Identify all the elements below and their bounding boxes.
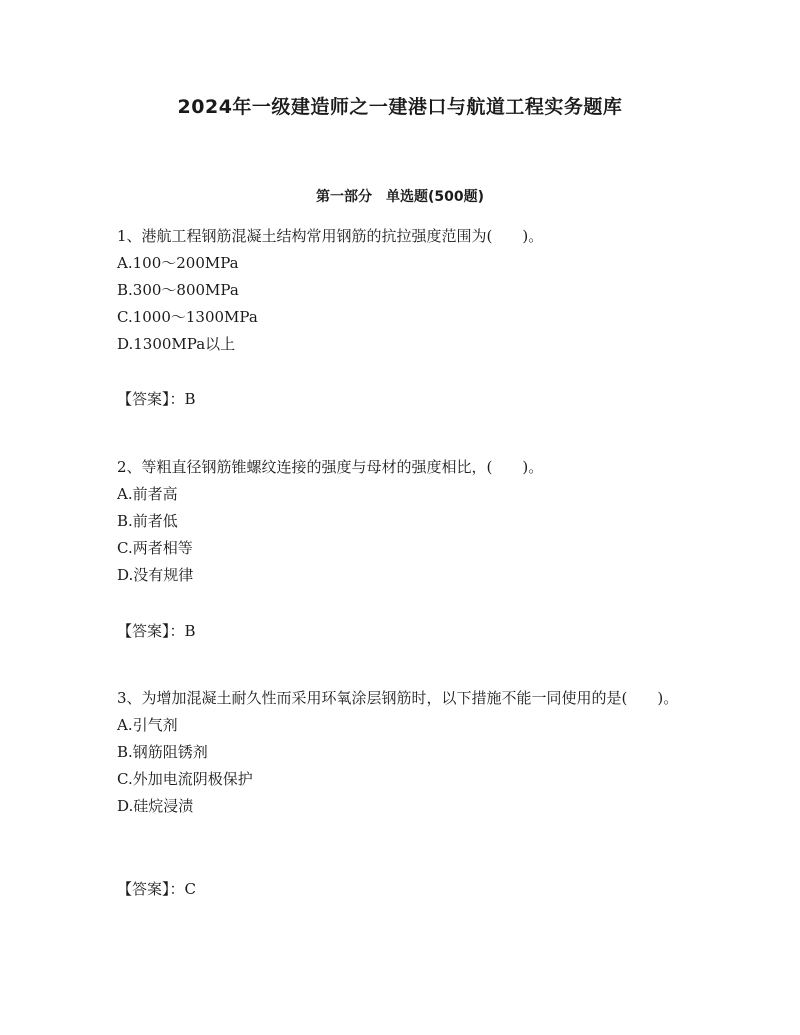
answer-2 <box>117 618 196 645</box>
option-d: D.没有规律 <box>117 566 194 584</box>
option-b: B.钢筋阻锈剂 <box>117 743 208 761</box>
option-a: A.100～200MPa <box>117 254 239 272</box>
option-d: D.硅烷浸渍 <box>117 797 194 815</box>
question-stem: 2、等粗直径钢筋锥螺纹连接的强度与母材的强度相比，( )。 <box>117 458 544 476</box>
option-b: B.300～800MPa <box>117 281 239 299</box>
option-c: C.外加电流阴极保护 <box>117 770 253 788</box>
section-title: 第一部分 单选题(500题) <box>315 189 485 205</box>
question-stem: 1、港航工程钢筋混凝土结构常用钢筋的抗拉强度范围为( )。 <box>117 227 544 245</box>
answer-value: C <box>184 880 196 898</box>
option-c: C.两者相等 <box>117 539 193 557</box>
answer-label: 【答案】： <box>117 880 185 898</box>
question-2 <box>117 454 687 589</box>
answer-3 <box>117 876 196 903</box>
option-d: D.1300MPa以上 <box>117 335 236 353</box>
answer-label: 【答案】： <box>117 622 185 640</box>
document-title: 2024年一级建造师之一建港口与航道工程实务题库 <box>177 96 623 118</box>
question-stem: 3、为增加混凝土耐久性而采用环氧涂层钢筋时，以下措施不能一同使用的是( )。 <box>117 689 679 707</box>
option-c: C.1000～1300MPa <box>117 308 258 326</box>
option-b: B.前者低 <box>117 512 178 530</box>
answer-value: B <box>184 622 196 640</box>
answer-1 <box>117 386 196 413</box>
option-a: A.前者高 <box>117 485 178 503</box>
question-3 <box>117 685 687 820</box>
question-1 <box>117 223 687 358</box>
answer-value: B <box>184 390 196 408</box>
answer-label: 【答案】： <box>117 390 185 408</box>
option-a: A.引气剂 <box>117 716 178 734</box>
